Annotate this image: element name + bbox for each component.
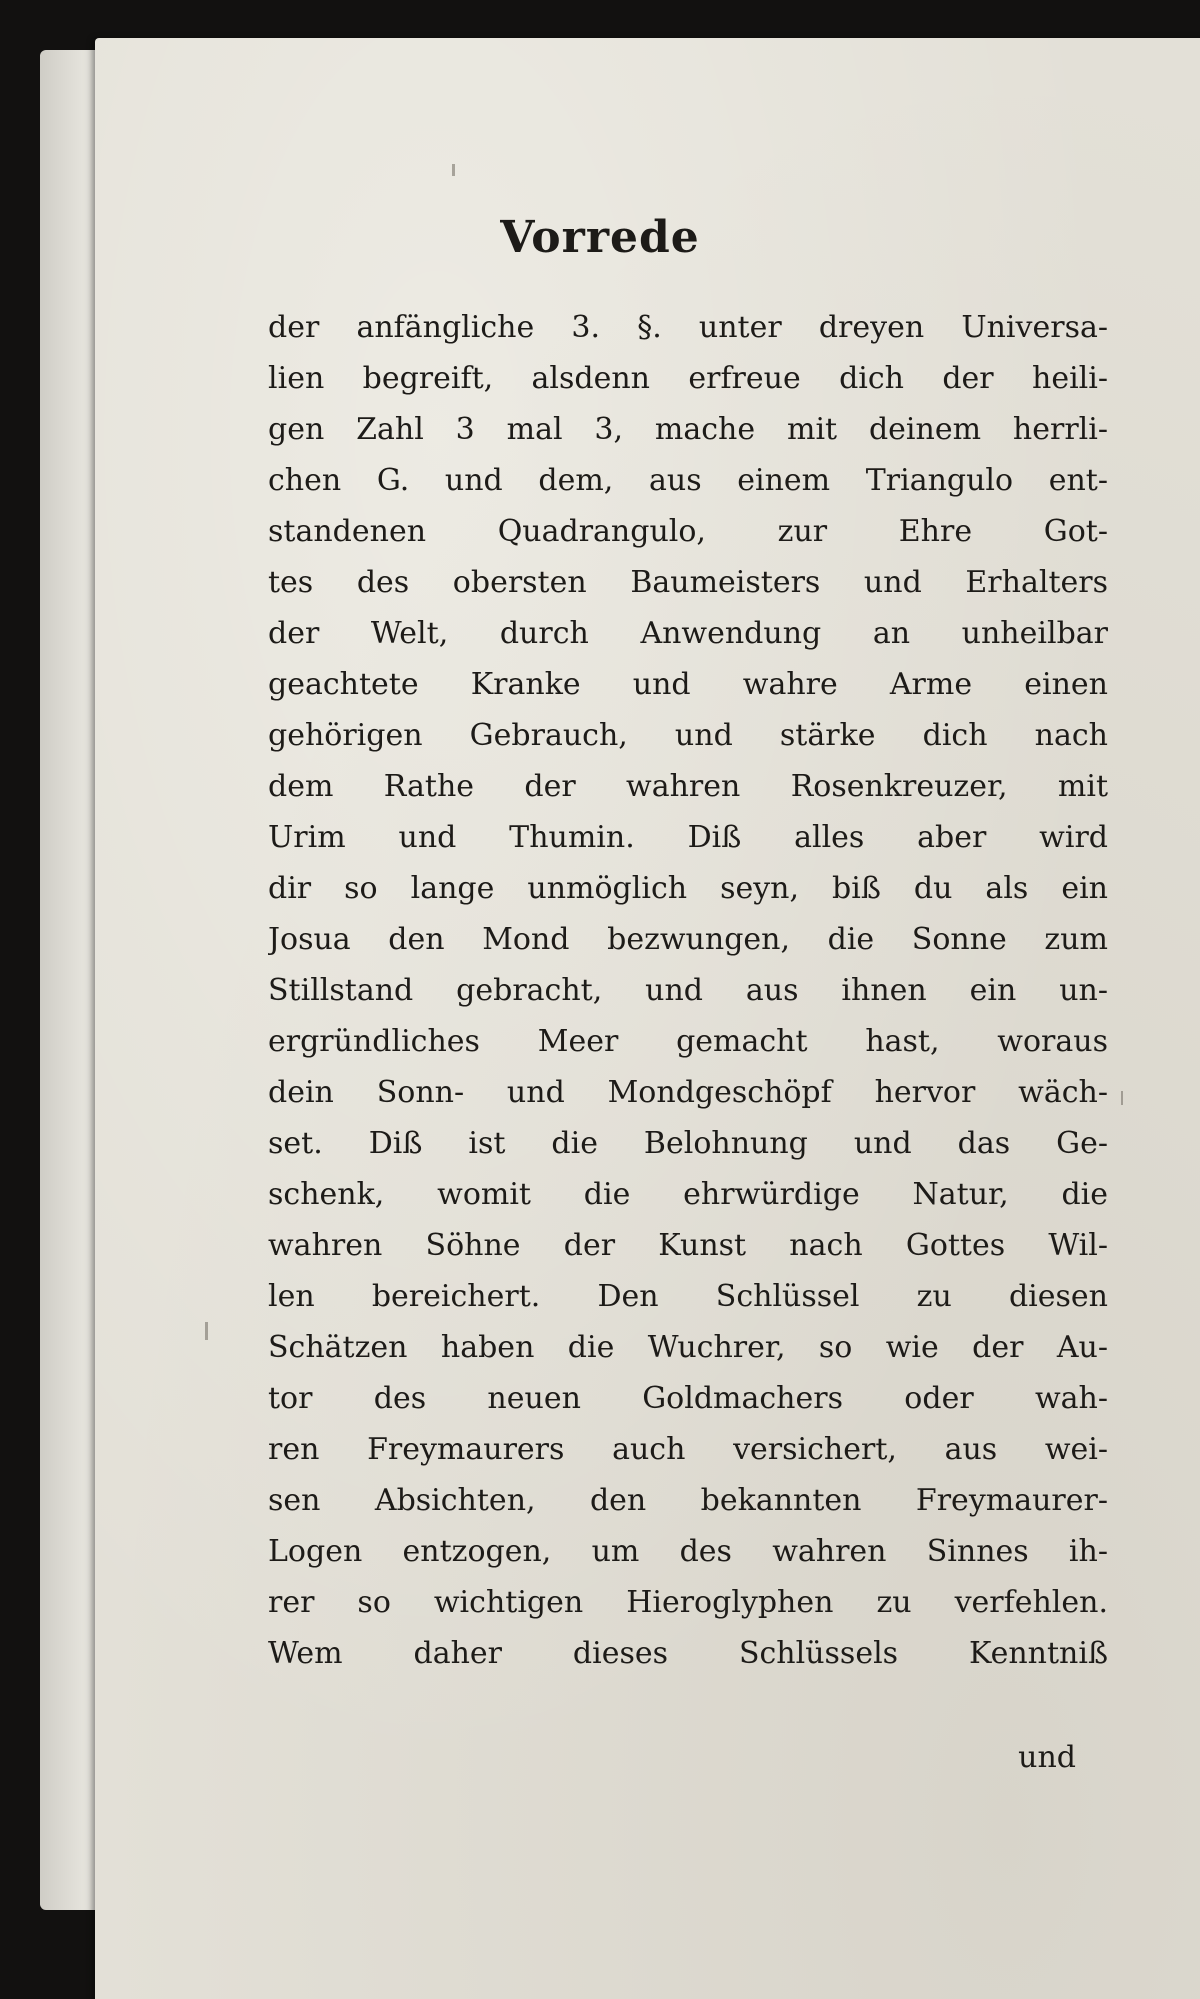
text-line: gen Zahl 3 mal 3, mache mit deinem herrli- xyxy=(268,412,1108,447)
text-line: dein Sonn- und Mondgeschöpf hervor wäch- xyxy=(268,1075,1108,1110)
text-line: Wem daher dieses Schlüssels Kenntniß xyxy=(268,1636,1108,1671)
text-line: dir so lange unmöglich seyn, biß du als ein xyxy=(268,871,1108,906)
text-line: Schätzen haben die Wuchrer, so wie der Au- xyxy=(268,1330,1108,1365)
text-line: wahren Söhne der Kunst nach Gottes Wil- xyxy=(268,1228,1108,1263)
text-line: der Welt, durch Anwendung an unheilbar xyxy=(268,616,1108,651)
text-line: ergründliches Meer gemacht hast, woraus xyxy=(268,1024,1108,1059)
text-line: der anfängliche 3. §. unter dreyen Universa- xyxy=(268,310,1108,345)
text-line: lien begreift, alsdenn erfreue dich der heili- xyxy=(268,361,1108,396)
text-line: geachtete Kranke und wahre Arme einen xyxy=(268,667,1108,702)
text-line: Stillstand gebracht, und aus ihnen ein un- xyxy=(268,973,1108,1008)
text-line: tes des obersten Baumeisters und Erhalters xyxy=(268,565,1108,600)
text-line: sen Absichten, den bekannten Freymaurer- xyxy=(268,1483,1108,1518)
text-line: dem Rathe der wahren Rosenkreuzer, mit xyxy=(268,769,1108,804)
ink-speck xyxy=(205,1322,208,1340)
text-block xyxy=(268,302,1108,1679)
text-line: Urim und Thumin. Diß alles aber wird xyxy=(268,820,1108,855)
text-line: ren Freymaurers auch versichert, aus wei- xyxy=(268,1432,1108,1467)
text-line: schenk, womit die ehrwürdige Natur, die xyxy=(268,1177,1108,1212)
text-line: Logen entzogen, um des wahren Sinnes ih- xyxy=(268,1534,1108,1569)
catchword: und xyxy=(1018,1740,1076,1775)
text-line: standenen Quadrangulo, zur Ehre Got- xyxy=(268,514,1108,549)
text-line: chen G. und dem, aus einem Triangulo ent- xyxy=(268,463,1108,498)
ink-speck xyxy=(452,164,455,176)
text-line: tor des neuen Goldmachers oder wah- xyxy=(268,1381,1108,1416)
text-line: Josua den Mond bezwungen, die Sonne zum xyxy=(268,922,1108,957)
text-line: len bereichert. Den Schlüssel zu diesen xyxy=(268,1279,1108,1314)
running-header: Vorrede xyxy=(500,212,700,263)
text-line: rer so wichtigen Hieroglyphen zu verfehlen. xyxy=(268,1585,1108,1620)
ink-speck xyxy=(1121,1091,1123,1105)
text-line: set. Diß ist die Belohnung und das Ge- xyxy=(268,1126,1108,1161)
text-line: gehörigen Gebrauch, und stärke dich nach xyxy=(268,718,1108,753)
